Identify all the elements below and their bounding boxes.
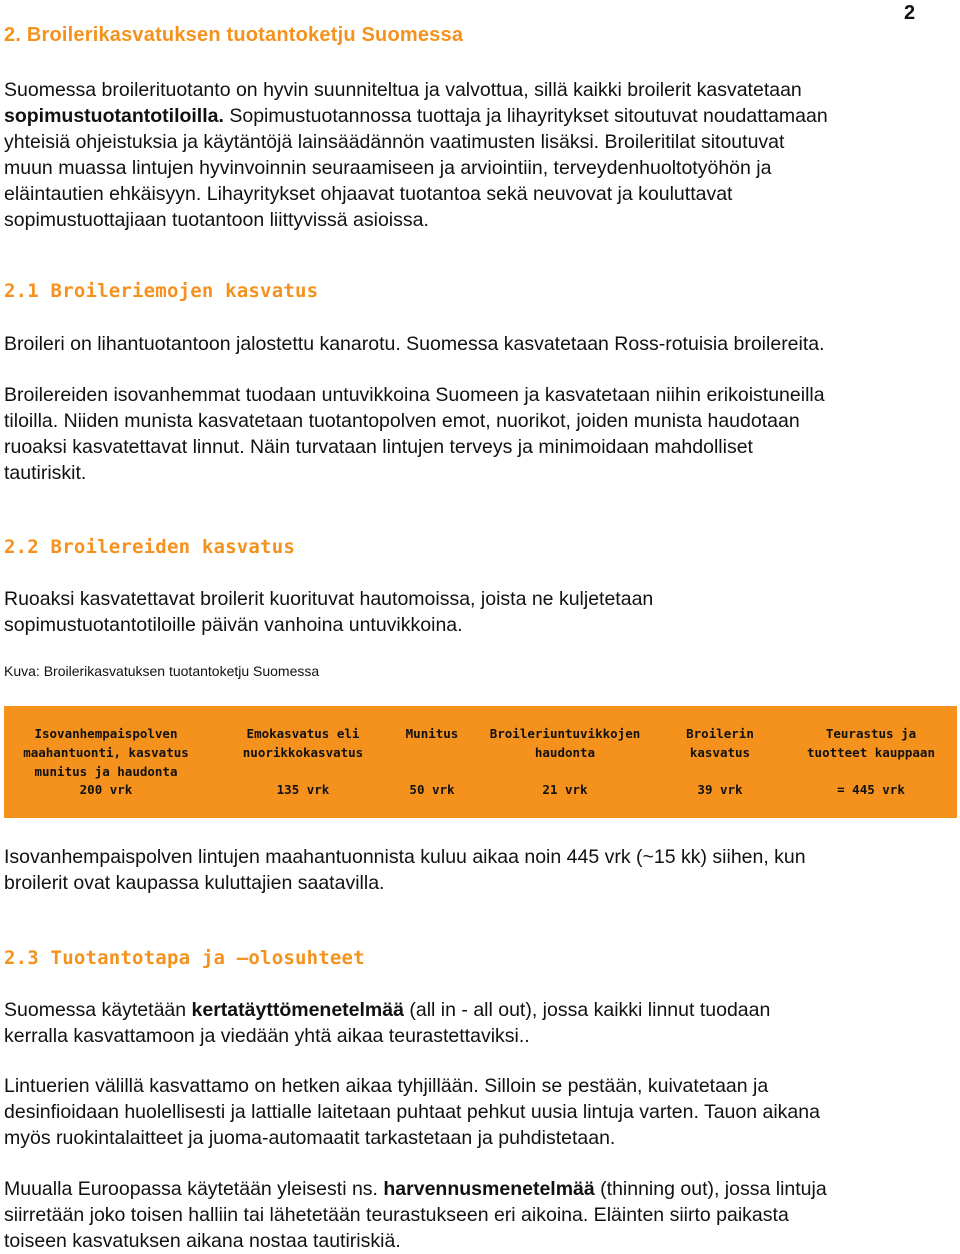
bold-term: harvennusmenetelmää	[383, 1178, 595, 1200]
text-line: Ruoaksi kasvatettavat broilerit kuorituvat hautomoissa, joista ne kuljetetaan	[4, 588, 654, 610]
text-line: (all in - all out), jossa kaikki linnut tuodaan	[409, 999, 771, 1021]
flow-label: nuorikkokasvatus	[242, 745, 364, 760]
section-heading-2-2: 2.2 Broilereiden kasvatus	[4, 536, 295, 558]
text-line: Suomessa broilerituotanto on hyvin suunniteltua ja valvottua, sillä kaikki broilerit kasvatetaan	[4, 79, 802, 101]
bold-term: sopimustuotantotiloilla.	[4, 105, 224, 127]
section-heading-2-3: 2.3 Tuotantotapa ja –olosuhteet	[4, 947, 365, 969]
text-line: Muualla Euroopassa käytetään yleisesti ns.	[4, 1178, 378, 1200]
flow-step-slaughter	[790, 706, 952, 818]
text-line: desinfioidaan huolellisesti ja lattialle laitetaan puhtaat pehkut uusia lintuja varten. Tauon aikana	[4, 1101, 820, 1123]
text-line: ruoaksi kasvatettavat linnut. Näin turvataan lintujen terveys ja minimoidaan mahdolliset	[4, 436, 753, 458]
flow-days: 21 vrk	[542, 782, 588, 797]
text-line: Broileritilat sitoutuvat	[604, 131, 785, 153]
page-number: 2	[904, 2, 916, 24]
text-line: kerralla kasvattamoon ja viedään yhtä aikaa teurastettaviksi..	[4, 1025, 530, 1047]
text-line: sopimustuotantotiloille päivän vanhoina untuvikkoina.	[4, 614, 463, 636]
text-line: siirretään joko toisen halliin tai lähetetään teurastukseen eri aikoina. Eläinten siirto paikasta	[4, 1204, 789, 1226]
text-line: Sopimustuotannossa tuottaja ja lihayritykset sitoutuvat noudattamaan	[229, 105, 828, 127]
text-line: Lintuerien välillä kasvattamo on hetken aikaa tyhjillään. Silloin se pestään, kuivatetaan ja	[4, 1075, 769, 1097]
flow-label: kasvatus	[689, 745, 751, 760]
flow-label: maahantuonti, kasvatus	[23, 745, 189, 760]
paragraph-broileri-rotu: Broileri on lihantuotantoon jalostettu kanarotu. Suomessa kasvatetaan Ross-rotuisia broilereita.	[4, 333, 825, 355]
figure-caption: Kuva: Broilerikasvatuksen tuotantoketju Suomessa	[4, 663, 320, 679]
text-line: myös ruokintalaitteet ja juoma-automaatit tarkastetaan ja puhdistetaan.	[4, 1127, 616, 1149]
flow-label: Broileriuntuvikkojen	[489, 726, 641, 741]
flow-step-parent-rearing	[218, 706, 388, 818]
text-line: toiseen kasvatuksen aikana nostaa tautiriskiä.	[4, 1230, 401, 1252]
paragraph-kertataytto	[4, 997, 954, 1049]
text-line: Suomessa käytetään	[4, 999, 187, 1021]
intro-paragraph	[4, 77, 954, 233]
paragraph-harvennus	[4, 1176, 954, 1254]
text-line: tiloilla. Niiden munista kasvatetaan tuotantopolven emot, nuorikot, joiden munista haudotaan	[4, 410, 800, 432]
text-line: broilerit ovat kaupassa kuluttajien saatavilla.	[4, 872, 385, 894]
paragraph-hautomot	[4, 586, 954, 638]
flow-label: Isovanhempaispolven	[34, 726, 178, 741]
text-line: eläintautien ehkäisyyn.	[4, 183, 202, 205]
flow-label: Emokasvatus eli	[246, 726, 360, 741]
flow-days: 50 vrk	[409, 782, 455, 797]
flow-days: 135 vrk	[276, 782, 330, 797]
text-line: (thinning out), jossa lintuja	[600, 1178, 827, 1200]
paragraph-tyhjillaan	[4, 1073, 954, 1151]
text-line: Lihayritykset ohjaavat tuotantoa sekä neuvovat ja kouluttavat	[206, 183, 733, 205]
text-line: sopimustuottajiaan tuotantoon liittyvissä asioissa.	[4, 209, 429, 231]
paragraph-isovanhemmat	[4, 382, 954, 486]
text-line: muun muassa lintujen hyvinvoinnin seuraamiseen ja arviointiin, terveydenhuoltotyöhön ja	[4, 157, 772, 179]
text-line: Broilereiden isovanhemmat tuodaan untuvikkoina Suomeen ja kasvatetaan niihin erikoistuneilla	[4, 384, 825, 406]
section-heading-2: 2. Broilerikasvatuksen tuotantoketju Suomessa	[4, 24, 464, 46]
production-chain-table	[4, 706, 957, 818]
flow-step-hatching	[480, 706, 650, 818]
paragraph-kokonaisaika	[4, 844, 954, 896]
text-line: yhteisiä ohjeistuksia ja käytäntöjä lainsäädännön vaatimusten lisäksi.	[4, 131, 600, 153]
flow-days: 200 vrk	[79, 782, 133, 797]
bold-term: kertatäyttömenetelmää	[191, 999, 404, 1021]
flow-step-growing	[660, 706, 780, 818]
text-line: Isovanhempaispolven lintujen maahantuonnista kuluu aikaa noin 445 vrk (~15 kk) siihen, kun	[4, 846, 806, 868]
flow-label: Broilerin	[686, 726, 754, 741]
text-line: tautiriskit.	[4, 462, 87, 484]
flow-step-grandparents	[4, 706, 208, 818]
flow-label: tuotteet kauppaan	[807, 745, 935, 760]
flow-days: 39 vrk	[697, 782, 743, 797]
flow-label: munitus ja haudonta	[34, 764, 178, 779]
flow-step-laying	[388, 706, 476, 818]
flow-days-total: = 445 vrk	[837, 782, 905, 797]
flow-label: Teurastus ja	[825, 726, 917, 741]
flow-label: Munitus	[405, 726, 459, 741]
flow-label: haudonta	[534, 745, 596, 760]
section-heading-2-1: 2.1 Broileriemojen kasvatus	[4, 280, 319, 302]
